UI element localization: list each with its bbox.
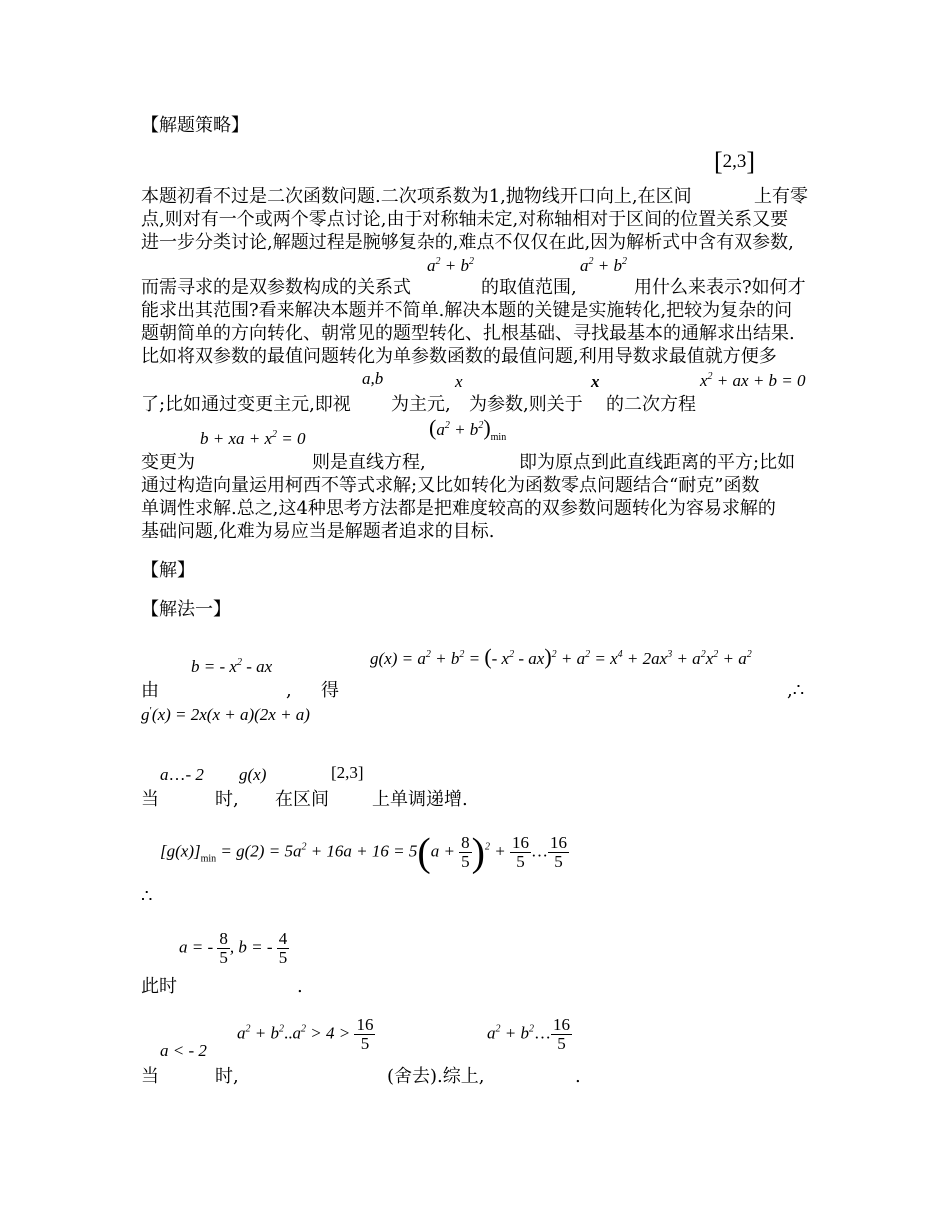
p1-line10: 通过构造向量运用柯西不等式求解;又比如转化为函数零点问题结合“耐克”函数 bbox=[141, 475, 760, 496]
m1-line2b: 时, bbox=[215, 789, 239, 810]
m1-line1b: , bbox=[286, 680, 292, 701]
math-x: x bbox=[455, 372, 463, 391]
math-interval: [2,3] bbox=[714, 147, 756, 176]
math-b-eq: b = - $x^2$ - ax bbox=[191, 657, 273, 676]
math-case2-ineq: $a^2 + b^2..a^2 > 4$ > $\frac{16}{5}$ bbox=[237, 1015, 374, 1053]
math-a2b2-2: $a^2 + b^2$ bbox=[580, 256, 627, 275]
m1-line4b: . bbox=[297, 976, 303, 997]
math-derivative: g′(x) = 2x(x + a)(2x + a) bbox=[141, 705, 310, 724]
m1-line5d: . bbox=[575, 1066, 581, 1087]
p1-line11: 单调性求解.总之,这4种思考方法都是把难度较高的双参数问题转化为容易求解的 bbox=[141, 498, 776, 519]
p1-line4a: 而需寻求的是双参数构成的关系式 bbox=[141, 277, 411, 298]
math-eq-line: b + xa + $x^2 = 0$ bbox=[200, 429, 306, 448]
p1-line4b: 的取值范围, bbox=[481, 277, 577, 298]
math-eq-quad: $x^2$ + ax + b = 0 bbox=[700, 371, 806, 390]
m1-line1c: 得 bbox=[321, 680, 339, 701]
math-a2b2-min: $(a^2 + b^2)_{min}$ bbox=[429, 415, 507, 443]
math-gx: g(x) bbox=[239, 765, 267, 784]
m1-line4a: 此时 bbox=[141, 976, 177, 997]
p1-line7: 比如将双参数的最值问题转化为单参数函数的最值问题,利用导数求最值就方便多 bbox=[141, 346, 777, 367]
m1-line5a: 当 bbox=[141, 1066, 159, 1087]
p1-line4c: 用什么来表示?如何才 bbox=[634, 277, 806, 298]
heading-method1: 【解法一】 bbox=[141, 599, 231, 620]
p1-line5: 能求出其范围?看来解决本题并不简单.解决本题的关键是实施转化,把较为复杂的问 bbox=[141, 300, 793, 321]
m1-line2a: 当 bbox=[141, 789, 159, 810]
m1-line2c: 在区间 bbox=[275, 789, 329, 810]
m1-line1d: ,∴ bbox=[787, 680, 805, 701]
p1-line12: 基础问题,化难为易应当是解题者追求的目标. bbox=[141, 521, 495, 542]
m1-line5c: (舍去).综上, bbox=[387, 1066, 485, 1087]
heading-solution: 【解】 bbox=[141, 560, 195, 581]
math-x-bold: x bbox=[591, 372, 600, 391]
math-gmin: $[g(x)]_{min} = g(2) = 5a^2 + 16a + 16 = 5(a$ + $\frac{8}{5}$ )$^2$ + $\frac{16}{5}$ … $\frac{16}{5}$ bbox=[160, 829, 567, 875]
m1-therefore: ∴ bbox=[141, 886, 153, 907]
p1-line9a: 变更为 bbox=[141, 452, 195, 473]
p1-line6: 题朝简单的方向转化、朝常见的题型转化、扎根基础、寻找最基本的通解求出结果. bbox=[141, 323, 795, 344]
m1-line5b: 时, bbox=[215, 1066, 239, 1087]
math-gx-expansion: $g(x) = a^2 + b^2$ = (- $x^2 - ax)^2 + a^2 = x^4 + 2ax^3 + a^2x^2 + a^2$ bbox=[370, 644, 752, 669]
p1-line8d: 的二次方程 bbox=[606, 394, 696, 415]
p1-line9b: 则是直线方程, bbox=[312, 452, 426, 473]
p1-line2: 点,则对有一个或两个零点讨论,由于对称轴未定,对称轴相对于区间的位置关系又要 bbox=[141, 209, 789, 230]
heading-strategy: 【解题策略】 bbox=[141, 115, 249, 136]
math-conclusion: $a^2$ + $b^2\dots$ $\frac{16}{5}$ bbox=[487, 1015, 570, 1053]
m1-line2d: 上单调递增. bbox=[372, 789, 468, 810]
m1-line1a: 由 bbox=[141, 680, 159, 701]
p1-line1a: 本题初看不过是二次函数问题.二次项系数为1,抛物线开口向上,在区间 bbox=[141, 186, 692, 207]
math-a2b2-1: $a^2 + b^2$ bbox=[427, 256, 474, 275]
p1-line8b: 为主元, bbox=[391, 394, 451, 415]
p1-line3: 进一步分类讨论,解题过程是腕够复杂的,难点不仅仅在此,因为解析式中含有双参数, bbox=[141, 232, 794, 253]
math-a-cond: a…- 2 bbox=[160, 765, 204, 784]
math-a-b-values: a = - $\frac{8}{5}$ , b = - $\frac{4}{5}$ bbox=[179, 929, 288, 967]
math-ab: a,b bbox=[362, 369, 384, 388]
p1-line8a: 了;比如通过变更主元,即视 bbox=[141, 394, 351, 415]
p1-line9c: 即为原点到此直线距离的平方;比如 bbox=[519, 452, 796, 473]
p1-line8c: 为参数,则关于 bbox=[469, 394, 583, 415]
math-interval2: [2,3] bbox=[331, 763, 364, 782]
p1-line1b: 上有零 bbox=[754, 186, 808, 207]
math-a-lt: a < - 2 bbox=[160, 1041, 207, 1060]
